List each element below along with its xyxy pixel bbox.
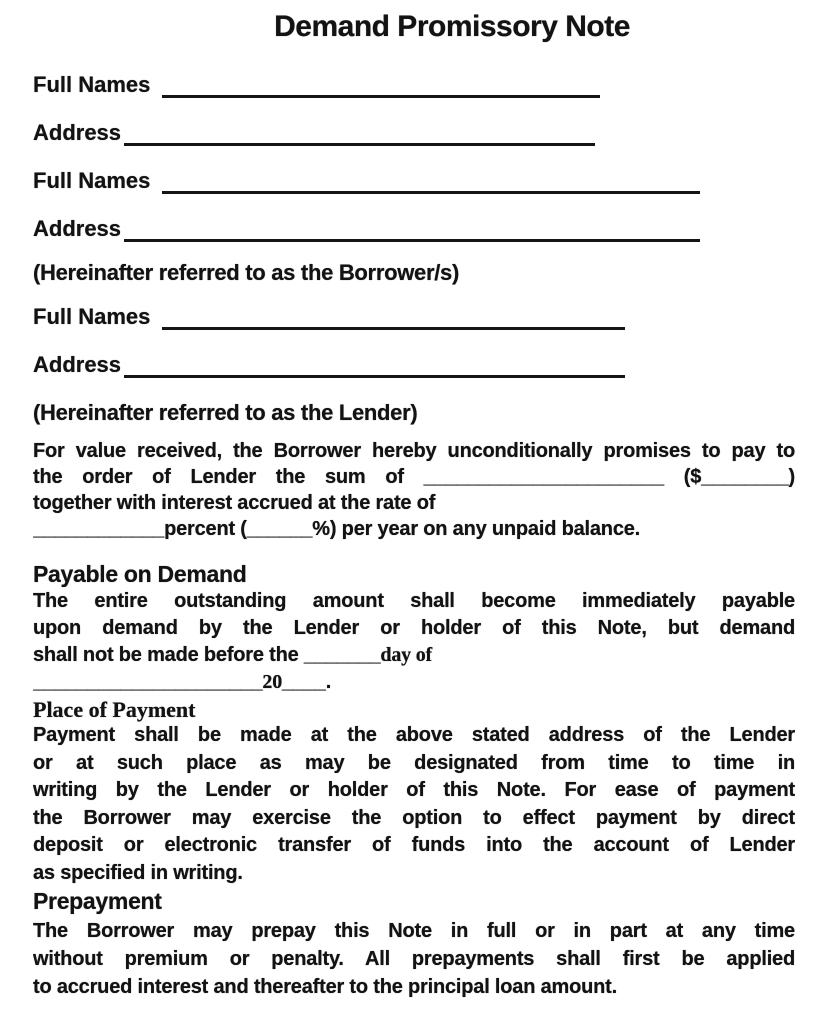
section-heading-place-of-payment: Place of Payment — [33, 697, 196, 722]
year-prefix-text: 20 — [262, 671, 282, 693]
document-title: Demand Promissory Note — [274, 10, 630, 43]
paragraph-line: For value received, the Borrower hereby unconditionally promises to pay to — [33, 440, 795, 462]
payable-on-demand-clause — [33, 588, 795, 696]
borrower-hereinafter-note: (Hereinafter referred to as the Borrower/s) — [33, 260, 460, 285]
prepayment-clause — [33, 917, 795, 1001]
blank-line — [124, 117, 595, 146]
clause-text: shall not be made before the _______ — [33, 644, 381, 666]
field-label: Address — [33, 352, 122, 377]
paragraph-line: ____________percent (______%) per year on any unpaid balance. — [33, 518, 641, 540]
paragraph-line: or at such place as may be designated from time to time in — [33, 751, 795, 774]
field-label: Full Names — [33, 168, 151, 193]
paragraph-line: deposit or electronic transfer of funds into the account of Lender — [33, 834, 795, 856]
field-label: Address — [33, 120, 122, 145]
lender-full-names-field — [33, 300, 795, 330]
year-blank-line: ____. — [282, 671, 332, 693]
section-heading-prepayment: Prepayment — [33, 888, 162, 914]
paragraph-line: the Borrower may exercise the option to effect payment by direct — [33, 806, 795, 829]
date-blank-line: _____________________ — [33, 671, 263, 693]
paragraph-line: the order of Lender the sum of ______________________ ($________) — [33, 466, 795, 488]
paragraph-line: as specified in writing. — [33, 861, 243, 884]
lender-hereinafter-note: (Hereinafter referred to as the Lender) — [33, 400, 418, 425]
place-of-payment-clause — [33, 722, 795, 887]
paragraph-line — [33, 669, 795, 696]
paragraph-line: to accrued interest and thereafter to the principal loan amount. — [33, 976, 617, 998]
blank-line — [162, 301, 625, 330]
blank-line — [124, 349, 625, 378]
field-label: Address — [33, 216, 122, 241]
borrower-full-names-field-1 — [33, 68, 795, 98]
paragraph-line: together with interest accrued at the rate of — [33, 492, 436, 514]
field-label: Full Names — [33, 304, 151, 329]
blank-line — [124, 213, 700, 242]
paragraph-line: The entire outstanding amount shall become immediately payable — [33, 590, 795, 612]
borrower-full-names-field-2 — [33, 164, 795, 194]
day-of-text: day of — [380, 644, 432, 666]
blank-line — [162, 165, 700, 194]
paragraph-line: without premium or penalty. All prepayments shall first be applied — [33, 948, 795, 970]
paragraph-line: writing by the Lender or holder of this Note. For ease of payment — [33, 779, 795, 801]
lender-address-field — [33, 348, 795, 378]
paragraph-line: Payment shall be made at the above stated address of the Lender — [33, 724, 795, 746]
section-heading-payable-on-demand: Payable on Demand — [33, 561, 247, 587]
borrower-address-field-2 — [33, 212, 795, 242]
value-received-clause — [33, 438, 795, 542]
paragraph-line: The Borrower may prepay this Note in full or in part at any time — [33, 920, 795, 942]
borrower-address-field-1 — [33, 116, 795, 146]
paragraph-line: upon demand by the Lender or holder of this Note, but demand — [33, 617, 795, 639]
paragraph-line — [33, 642, 795, 669]
blank-line — [162, 69, 600, 98]
field-label: Full Names — [33, 72, 151, 97]
